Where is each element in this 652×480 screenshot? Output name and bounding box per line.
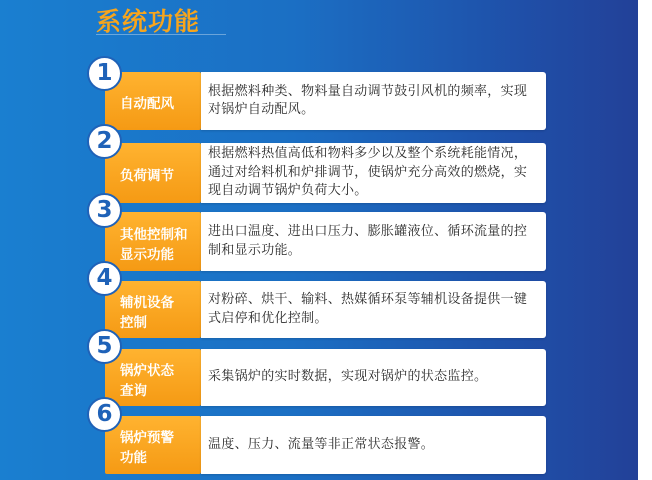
function-description-1 <box>201 72 546 130</box>
step-number-6: 6 <box>87 397 122 432</box>
label-line: 锅炉状态 <box>120 362 174 379</box>
function-label-3 <box>105 212 201 271</box>
step-number-4: 4 <box>87 261 122 296</box>
function-description-3 <box>201 212 546 271</box>
function-label-6 <box>105 416 201 474</box>
label-line: 显示功能 <box>120 246 174 263</box>
step-number-5: 5 <box>87 329 122 364</box>
description-text: 采集锅炉的实时数据，实现对锅炉的状态监控。 <box>208 369 488 385</box>
description-text: 根据燃料热值高低和物料多少以及整个系统耗能情况，通过对给料机和炉排调节，使锅炉充分高效的燃烧，实现自动调节锅炉负荷大小。 <box>208 146 528 199</box>
label-line: 控制 <box>120 314 147 331</box>
function-description-5 <box>201 349 546 406</box>
right-white-edge <box>638 0 652 480</box>
step-number-1: 1 <box>87 56 122 91</box>
page-title: 系统功能 <box>96 7 201 36</box>
label-line: 锅炉预警 <box>120 430 174 446</box>
label-line: 自动配风 <box>120 96 174 112</box>
label-line: 其他控制和 <box>120 226 188 243</box>
title-underline <box>96 34 226 35</box>
label-line: 负荷调节 <box>120 168 174 184</box>
description-text: 温度、压力、流量等非正常状态报警。 <box>208 436 435 452</box>
step-number-2: 2 <box>87 124 122 159</box>
description-text: 根据燃料种类、物料量自动调节鼓引风机的频率，实现对锅炉自动配风。 <box>208 83 528 117</box>
function-label-5 <box>105 349 201 406</box>
label-line: 查询 <box>120 382 147 399</box>
function-description-4 <box>201 281 546 338</box>
function-label-2 <box>105 143 201 203</box>
function-label-4 <box>105 281 201 338</box>
function-description-2 <box>201 143 546 203</box>
function-description-6 <box>201 416 546 474</box>
label-line: 辅机设备 <box>120 294 174 311</box>
description-text: 对粉碎、烘干、输料、热媒循环泵等辅机设备提供一键式启停和优化控制。 <box>208 292 528 326</box>
step-number-3: 3 <box>87 193 122 228</box>
description-text: 进出口温度、进出口压力、膨胀罐液位、循环流量的控制和显示功能。 <box>208 224 528 258</box>
label-line: 功能 <box>120 450 147 466</box>
